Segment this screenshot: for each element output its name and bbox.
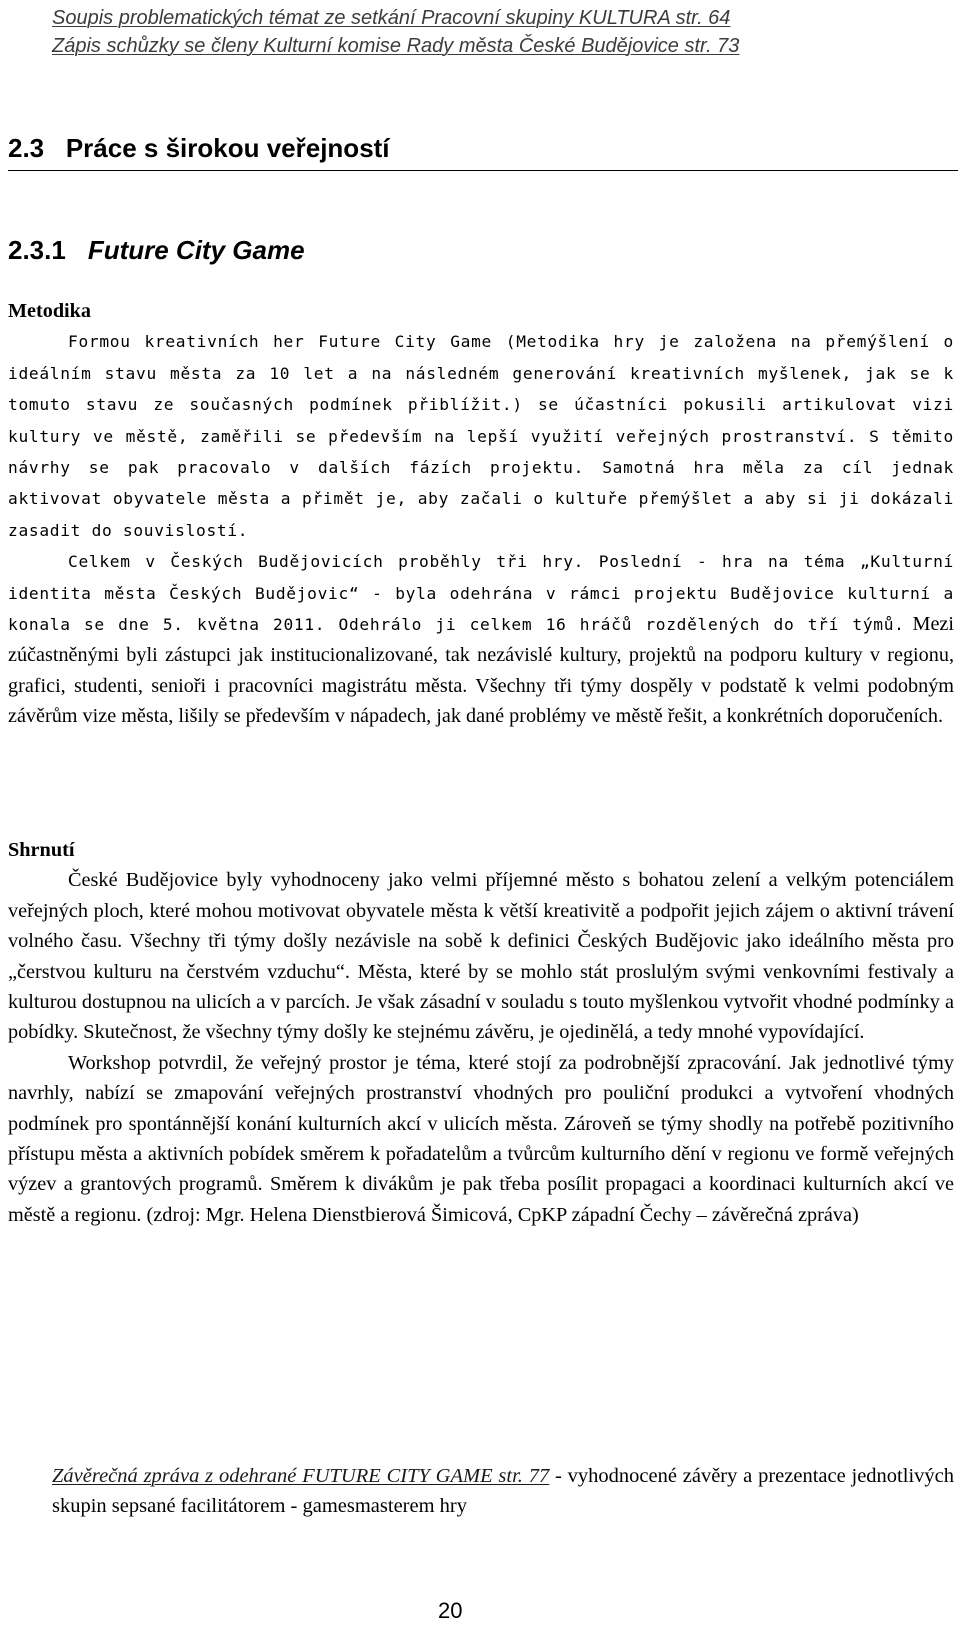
- shrnuti-paragraph-2: Workshop potvrdil, že veřejný prostor je téma, které stojí za podrobnější zpracování. Jak jednotlivé týmy navrhly, nabízí se zmapování veřejných prostranství vhodných pro pouliční produkci a vytvoření vhodných podmínek pro spontánnější konání kulturních akcí v ulicích města. Zároveň se týmy shodly na potřebě pozitivního přístupu města a aktivních pobídek směrem k pořadatelům a tvůrcům kulturního dění v regionu ve formě veřejných výzev a grantových programů. Směrem k divákům je pak třeba posílit propagaci a koordinaci kulturních akcí ve městě a regionu. (zdroj: Mgr. Helena Dienstbierová Šimicová, CpKP západní Čechy – závěrečná zpráva): [8, 1051, 954, 1226]
- metodika-paragraph-2: [8, 546, 954, 731]
- footer-reference: [52, 1461, 954, 1521]
- metodika-paragraph-2-text-a: Celkem v Českých Budějovicích proběhly tři hry. Poslední - hra na téma „Kulturní identita města Českých Budějovic“ - byla odehrána v rámci projektu Budějovice kulturní a konala se dne 5. května 2011. Odehrálo ji celkem 16 hráčů rozdělených do tří týmů.: [8, 552, 954, 635]
- link-zapis-schuzky[interactable]: Zápis schůzky se členy Kulturní komise Rady města České Budějovice str. 73: [52, 35, 740, 57]
- subsection-number: 2.3.1: [8, 235, 66, 265]
- metodika-paragraph-1-text: Formou kreativních her Future City Game (Metodika hry je založena na přemýšlení o ideálním stavu města za 10 let a na následném generování kreativních myšlenek, jak se k tomuto stavu ze současných podmínek přiblížit.) se účastníci pokusili artikulovat vizi kultury ve městě, zaměřili se především na lepší využití veřejných prostranství. S těmito návrhy se pak pracovalo v dalších fázích projektu. Samotná hra měla za cíl jednak aktivovat obyvatele města a přimět je, aby začali o kultuře přemýšlet a aby si ji dokázali zasadit do souvislostí.: [8, 332, 954, 540]
- shrnuti-label: Shrnutí: [8, 839, 75, 861]
- metodika-paragraph-2-text-b: Mezi zúčastněnými byli zástupci jak institucionalizované, tak nezávislé kultury, projektů na podporu kultury v regionu, grafici, studenti, senioři i pracovníci magistrátu města. Všechny tři týmy dospěly v podstatě k velmi podobným závěrům vize města, lišily se především v nápadech, jak dané problémy ve městě řešit, a konkrétních doporučeních.: [8, 613, 954, 728]
- subsection-heading: [8, 232, 305, 268]
- metodika-section: [8, 296, 954, 732]
- page-number: 20: [438, 1598, 463, 1623]
- shrnuti-paragraph-1: České Budějovice byly vyhodnoceny jako velmi příjemné město s bohatou zelení a velkým potenciálem veřejných ploch, které mohou motivovat obyvatele města k větší kreativitě a podpořit jejich zájem o aktivní trávení volného času. Všechny tři týmy došly nezávisle na sobě k definici Českých Budějovic jako ideálního města pro „čerstvou kulturu na čerstvém vzduchu“. Města, které by se mohlo stát proslulým svými venkovními festivaly a kulturou dostupnou na ulicích a v parcích. Je však zásadní v souladu s touto myšlenkou vytvořit vhodné podmínky a pobídky. Skutečnost, že všechny týmy došly ke stejnému závěru, je ojedinělá, a tedy mnohé vypovídající.: [8, 869, 954, 1044]
- shrnuti-section: [8, 835, 954, 1230]
- section-number: 2.3: [8, 133, 45, 163]
- section-title: Práce s širokou veřejností: [65, 133, 390, 163]
- section-heading: [8, 130, 958, 171]
- metodika-paragraph-1: [8, 326, 954, 546]
- metodika-label: Metodika: [8, 300, 91, 322]
- link-zaverecna-zprava[interactable]: Závěrečná zpráva z odehrané FUTURE CITY GAME str. 77: [52, 1465, 550, 1487]
- header-links: [52, 4, 952, 60]
- link-soupis-temat[interactable]: Soupis problematických témat ze setkání Pracovní skupiny KULTURA str. 64: [52, 7, 731, 29]
- subsection-title: Future City Game: [87, 235, 305, 265]
- footer-reference-text: - vyhodnocené závěry a prezentace jednotlivých skupin sepsané facilitátorem - gamesmasterem hry: [52, 1465, 954, 1517]
- document-page: [8, 0, 958, 1634]
